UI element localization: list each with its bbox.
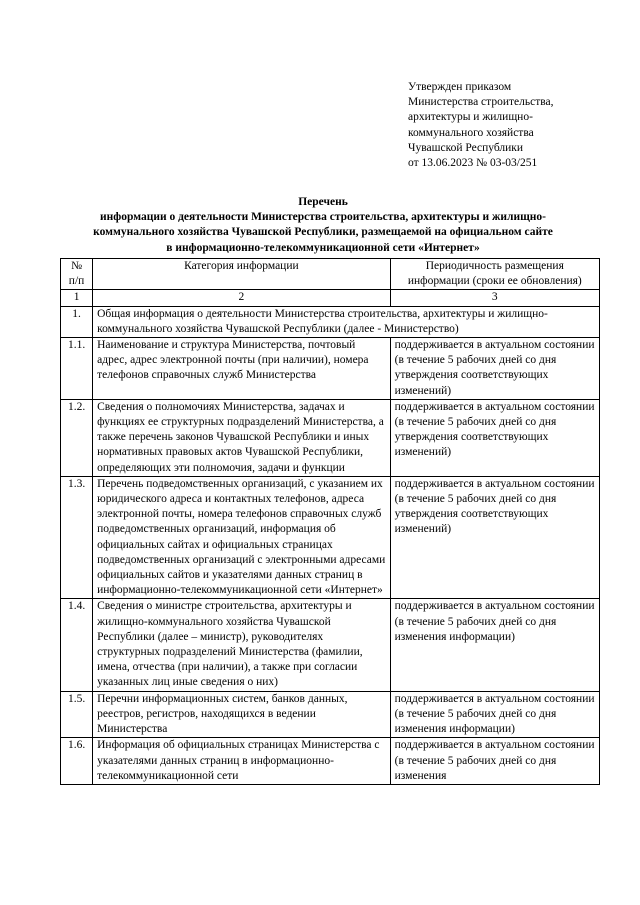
col-number: 3 <box>390 290 599 306</box>
title-line: Перечень <box>298 196 348 208</box>
table-row <box>61 599 600 691</box>
approval-line: Министерства строительства, <box>408 96 554 109</box>
row-period: поддерживается в актуальном состоянии (в течение 5 рабочих дней со дня изменения информации) <box>390 691 599 738</box>
table-row <box>61 476 600 599</box>
row-period: поддерживается в актуальном состоянии (в течение 5 рабочих дней со дня утверждения соответствующих изменений) <box>390 476 599 599</box>
section-text: Общая информация о деятельности Министерства строительства, архитектуры и жилищно-коммунального хозяйства Чувашской Республики (далее - Министерство) <box>93 306 600 337</box>
section-row <box>61 306 600 337</box>
row-num: 1.4. <box>61 599 93 691</box>
row-period: поддерживается в актуальном состоянии (в течение 5 рабочих дней со дня утверждения соответствующих изменений) <box>390 399 599 476</box>
row-num: 1.3. <box>61 476 93 599</box>
table-row <box>61 399 600 476</box>
information-table <box>60 258 600 785</box>
title-line: в информационно-телекоммуникационной сети «Интернет» <box>166 241 480 254</box>
row-num: 1.5. <box>61 691 93 738</box>
approval-stamp <box>408 80 628 171</box>
row-period: поддерживается в актуальном состоянии (в течение 5 рабочих дней со дня утверждения соответствующих изменений) <box>390 338 599 400</box>
table-row <box>61 691 600 738</box>
row-num: 1.1. <box>61 338 93 400</box>
row-category: Наименование и структура Министерства, почтовый адрес, адрес электронной почты (при наличии), номера телефонов справочных служб Министерства <box>93 338 390 400</box>
header-category: Категория информации <box>93 259 390 290</box>
title-line: коммунального хозяйства Чувашской Республики, размещаемой на официальном сайте <box>93 226 553 239</box>
row-period: поддерживается в актуальном состоянии (в течение 5 рабочих дней со дня изменения информации) <box>390 599 599 691</box>
approval-line: архитектуры и жилищно- <box>408 111 533 124</box>
document-title <box>40 195 606 256</box>
header-period: Периодичность размещения информации (сроки ее обновления) <box>390 259 599 290</box>
row-period: поддерживается в актуальном состоянии (в течение 5 рабочих дней со дня изменения <box>390 738 599 785</box>
row-category: Сведения о министре строительства, архитектуры и жилищно-коммунального хозяйства Чувашской Республики (далее – министр), руководителях структурных подразделений Министерства (фамилии, имена, отчества (при наличии), а также при согласии указанных лиц иные сведения о них) <box>93 599 390 691</box>
row-num: 1.6. <box>61 738 93 785</box>
approval-line: Чувашской Республики <box>408 141 524 154</box>
approval-line: коммунального хозяйства <box>408 126 534 139</box>
section-num: 1. <box>61 306 93 337</box>
approval-line: от 13.06.2023 № 03-03/251 <box>408 157 538 170</box>
table-header-row <box>61 259 600 290</box>
col-number: 2 <box>93 290 390 306</box>
row-category: Перечень подведомственных организаций, с указанием их юридического адреса и контактных телефонов, адреса электронной почты, номера телефонов справочных служб подведомственных организаций, информация об официальных сайтах и официальных страницах подведомственных организаций с электронными адресами официальных сайтов и указателями данных страниц в информационно-телекоммуникационной сети «Интернет» <box>93 476 390 599</box>
row-category: Сведения о полномочиях Министерства, задачах и функциях ее структурных подразделений Министерства, а также перечень законов Чувашской Республики и иных нормативных правовых актов Чувашской Республики, определяющих эти полномочия, задачи и функции <box>93 399 390 476</box>
table-row <box>61 338 600 400</box>
header-num: № п/п <box>61 259 93 290</box>
col-number: 1 <box>61 290 93 306</box>
row-category: Информация об официальных страницах Министерства с указателями данных страниц в информационно-телекоммуникационной сети <box>93 738 390 785</box>
row-category: Перечни информационных систем, банков данных, реестров, регистров, находящихся в ведении Министерства <box>93 691 390 738</box>
row-num: 1.2. <box>61 399 93 476</box>
title-line: информации о деятельности Министерства строительства, архитектуры и жилищно- <box>100 211 546 224</box>
approval-line: Утвержден приказом <box>408 81 512 93</box>
table-row <box>61 738 600 785</box>
column-number-row <box>61 290 600 306</box>
